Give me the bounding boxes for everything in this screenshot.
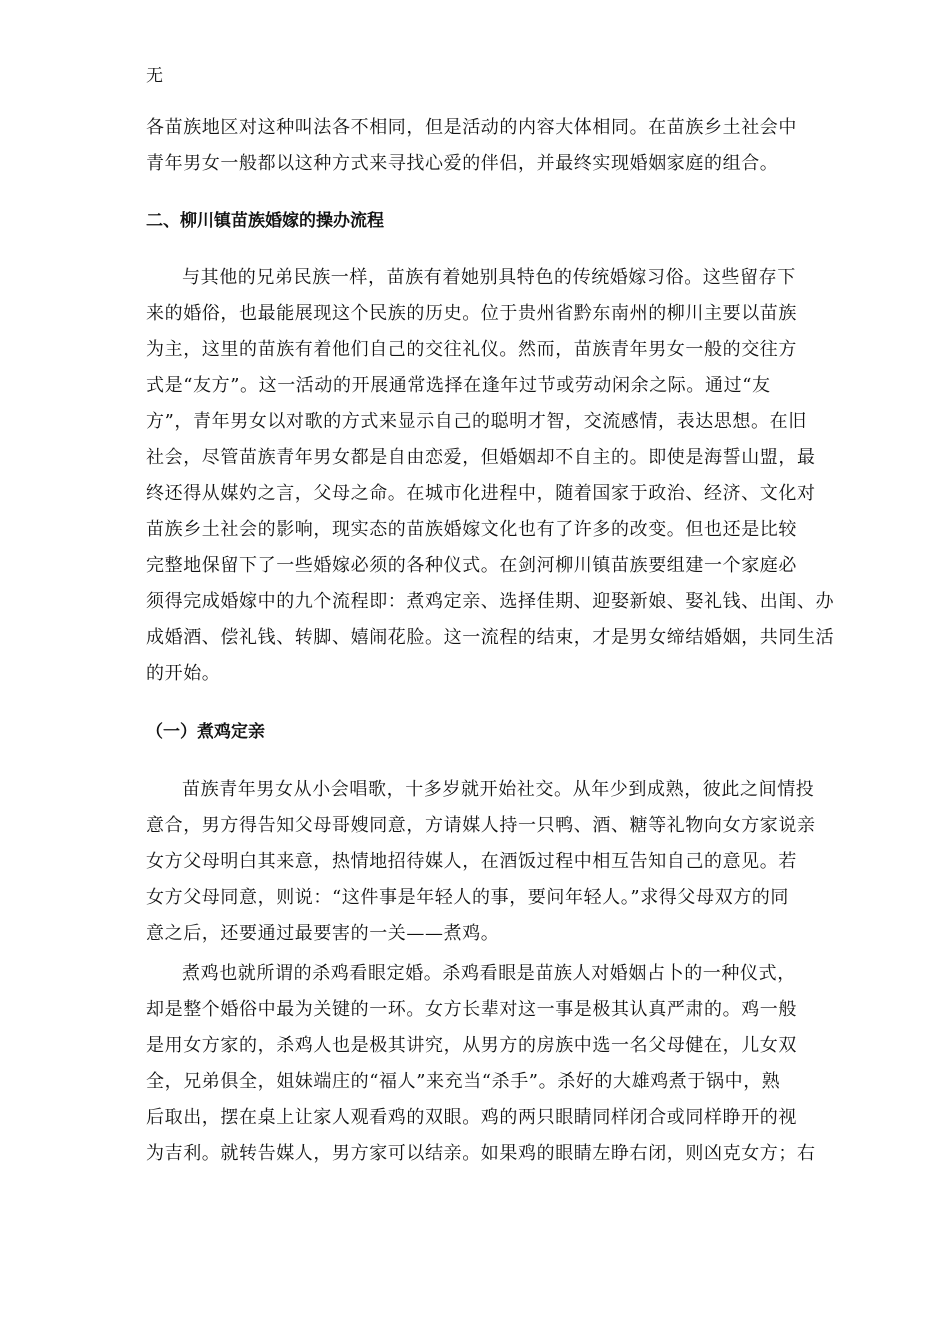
paragraph-line: 煮鸡也就所谓的杀鸡看眼定婚。杀鸡看眼是苗族人对婚姻占卜的一种仪式， [182, 963, 796, 984]
paragraph-line: 的开始。 [146, 663, 221, 684]
paragraph-line: 方”，青年男女以对歌的方式来显示自己的聪明才智，交流感情，表达思想。在旧 [146, 411, 807, 432]
paragraph-line: 须得完成婚嫁中的九个流程即：煮鸡定亲、选择佳期、迎娶新娘、娶礼钱、出闺、办 [146, 591, 835, 612]
paragraph-line: 后取出，摆在桌上让家人观看鸡的双眼。鸡的两只眼睛同样闭合或同样睁开的视 [146, 1107, 797, 1128]
paragraph-line: 成婚酒、偿礼钱、转脚、嬉闹花脸。这一流程的结束，才是男女缔结婚姻，共同生活 [146, 627, 835, 648]
paragraph-line: 为主，这里的苗族有着他们自己的交往礼仪。然而，苗族青年男女一般的交往方 [146, 339, 797, 360]
paragraph-line: 全，兄弟俱全，姐妹端庄的“福人”来充当“杀手”。杀好的大雄鸡煮于锅中，熟 [146, 1071, 781, 1092]
paragraph-line: 苗族青年男女从小会唱歌，十多岁就开始社交。从年少到成熟，彼此之间情投 [182, 779, 815, 800]
paragraph-line: 为吉利。就转告媒人，男方家可以结亲。如果鸡的眼睛左睁右闭，则凶克女方；右 [146, 1143, 816, 1164]
paragraph-line: 意之后，还要通过最要害的一关——煮鸡。 [146, 923, 500, 944]
paragraph-line: 式是“友方”。这一活动的开展通常选择在逢年过节或劳动闲余之际。通过“友 [146, 375, 771, 396]
paragraph-line: 青年男女一般都以这种方式来寻找心爱的伴侣，并最终实现婚姻家庭的组合。 [146, 153, 779, 174]
paragraph-line: 苗族乡土社会的影响，现实态的苗族婚嫁文化也有了许多的改变。但也还是比较 [146, 519, 797, 540]
paragraph-line: 意合，男方得告知父母哥嫂同意，方请媒人持一只鸭、酒、糖等礼物向女方家说亲 [146, 815, 816, 836]
page-header: 无 [146, 66, 164, 86]
paragraph-line: 是用女方家的，杀鸡人也是极其讲究，从男方的房族中选一名父母健在，儿女双 [146, 1035, 797, 1056]
paragraph-line: 完整地保留下了一些婚嫁必须的各种仪式。在剑河柳川镇苗族要组建一个家庭必 [146, 555, 797, 576]
paragraph-line: 女方父母明白其来意，热情地招待媒人，在酒饭过程中相互告知自己的意见。若 [146, 851, 797, 872]
paragraph-line: 终还得从媒妁之言，父母之命。在城市化进程中，随着国家于政治、经济、文化对 [146, 483, 816, 504]
paragraph-line: 来的婚俗，也最能展现这个民族的历史。位于贵州省黔东南州的柳川主要以苗族 [146, 303, 797, 324]
paragraph-line: 与其他的兄弟民族一样，苗族有着她别具特色的传统婚嫁习俗。这些留存下 [182, 267, 796, 288]
paragraph-line: 女方父母同意，则说：“这件事是年轻人的事，要问年轻人。”求得父母双方的同 [146, 887, 790, 908]
section-heading: 二、柳川镇苗族婚嫁的操办流程 [146, 211, 384, 231]
paragraph-line: 各苗族地区对这种叫法各不相同，但是活动的内容大体相同。在苗族乡土社会中 [146, 117, 797, 138]
paragraph-line: 社会，尽管苗族青年男女都是自由恋爱，但婚姻却不自主的。即使是海誓山盟，最 [146, 447, 816, 468]
subsection-heading: （一）煮鸡定亲 [146, 722, 265, 742]
paragraph-line: 却是整个婚俗中最为关键的一环。女方长辈对这一事是极其认真严肃的。鸡一般 [146, 999, 797, 1020]
